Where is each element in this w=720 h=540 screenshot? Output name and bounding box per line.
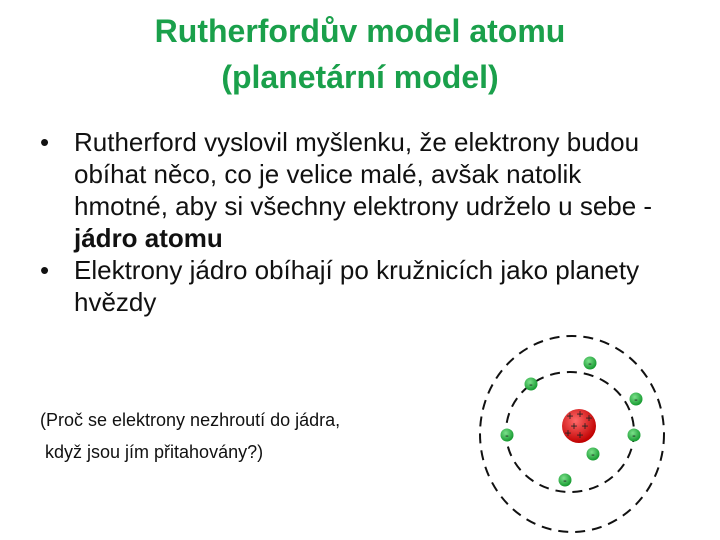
electron-charge: - [634,394,638,406]
nucleus-charge: + [581,419,589,433]
electron-charge: - [505,430,509,442]
electron [630,393,643,407]
title-line-2: (planetární model) [221,59,499,95]
bullet-1-bold: jádro atomu [74,223,223,253]
electron [628,429,641,443]
electron [584,357,597,371]
note-line-2: když jsou jím přitahovány?) [45,442,264,462]
electron-charge: - [529,379,533,391]
electron-charge: - [591,449,595,461]
electron-charge: - [563,475,567,487]
note-line-1: (Proč se elektrony nezhroutí do jádra, [40,410,341,430]
nucleus [562,407,596,443]
nucleus-charge: + [570,419,578,433]
electron [501,429,514,443]
bullet-1-text: Rutherford vyslovil myšlenku, že elektrony budou obíhat něco, co je velice malé, avšak natolik hmotné, aby si všechny elektrony udrželo u sebe - [74,127,653,221]
nucleus-charge: + [585,411,593,425]
nucleus-charge: + [566,409,574,423]
bullet-2-text: Elektrony jádro obíhají po kružnicích jako planety hvězdy [74,255,640,317]
nucleus-charge: + [576,428,584,442]
electron [559,474,572,488]
electron-charge: - [588,358,592,370]
electron-charge: - [632,430,636,442]
title-line-1: Rutherfordův model atomu [154,13,566,49]
electron [587,448,600,462]
nucleus-charge: + [564,426,572,440]
nucleus-charge: + [576,407,584,421]
